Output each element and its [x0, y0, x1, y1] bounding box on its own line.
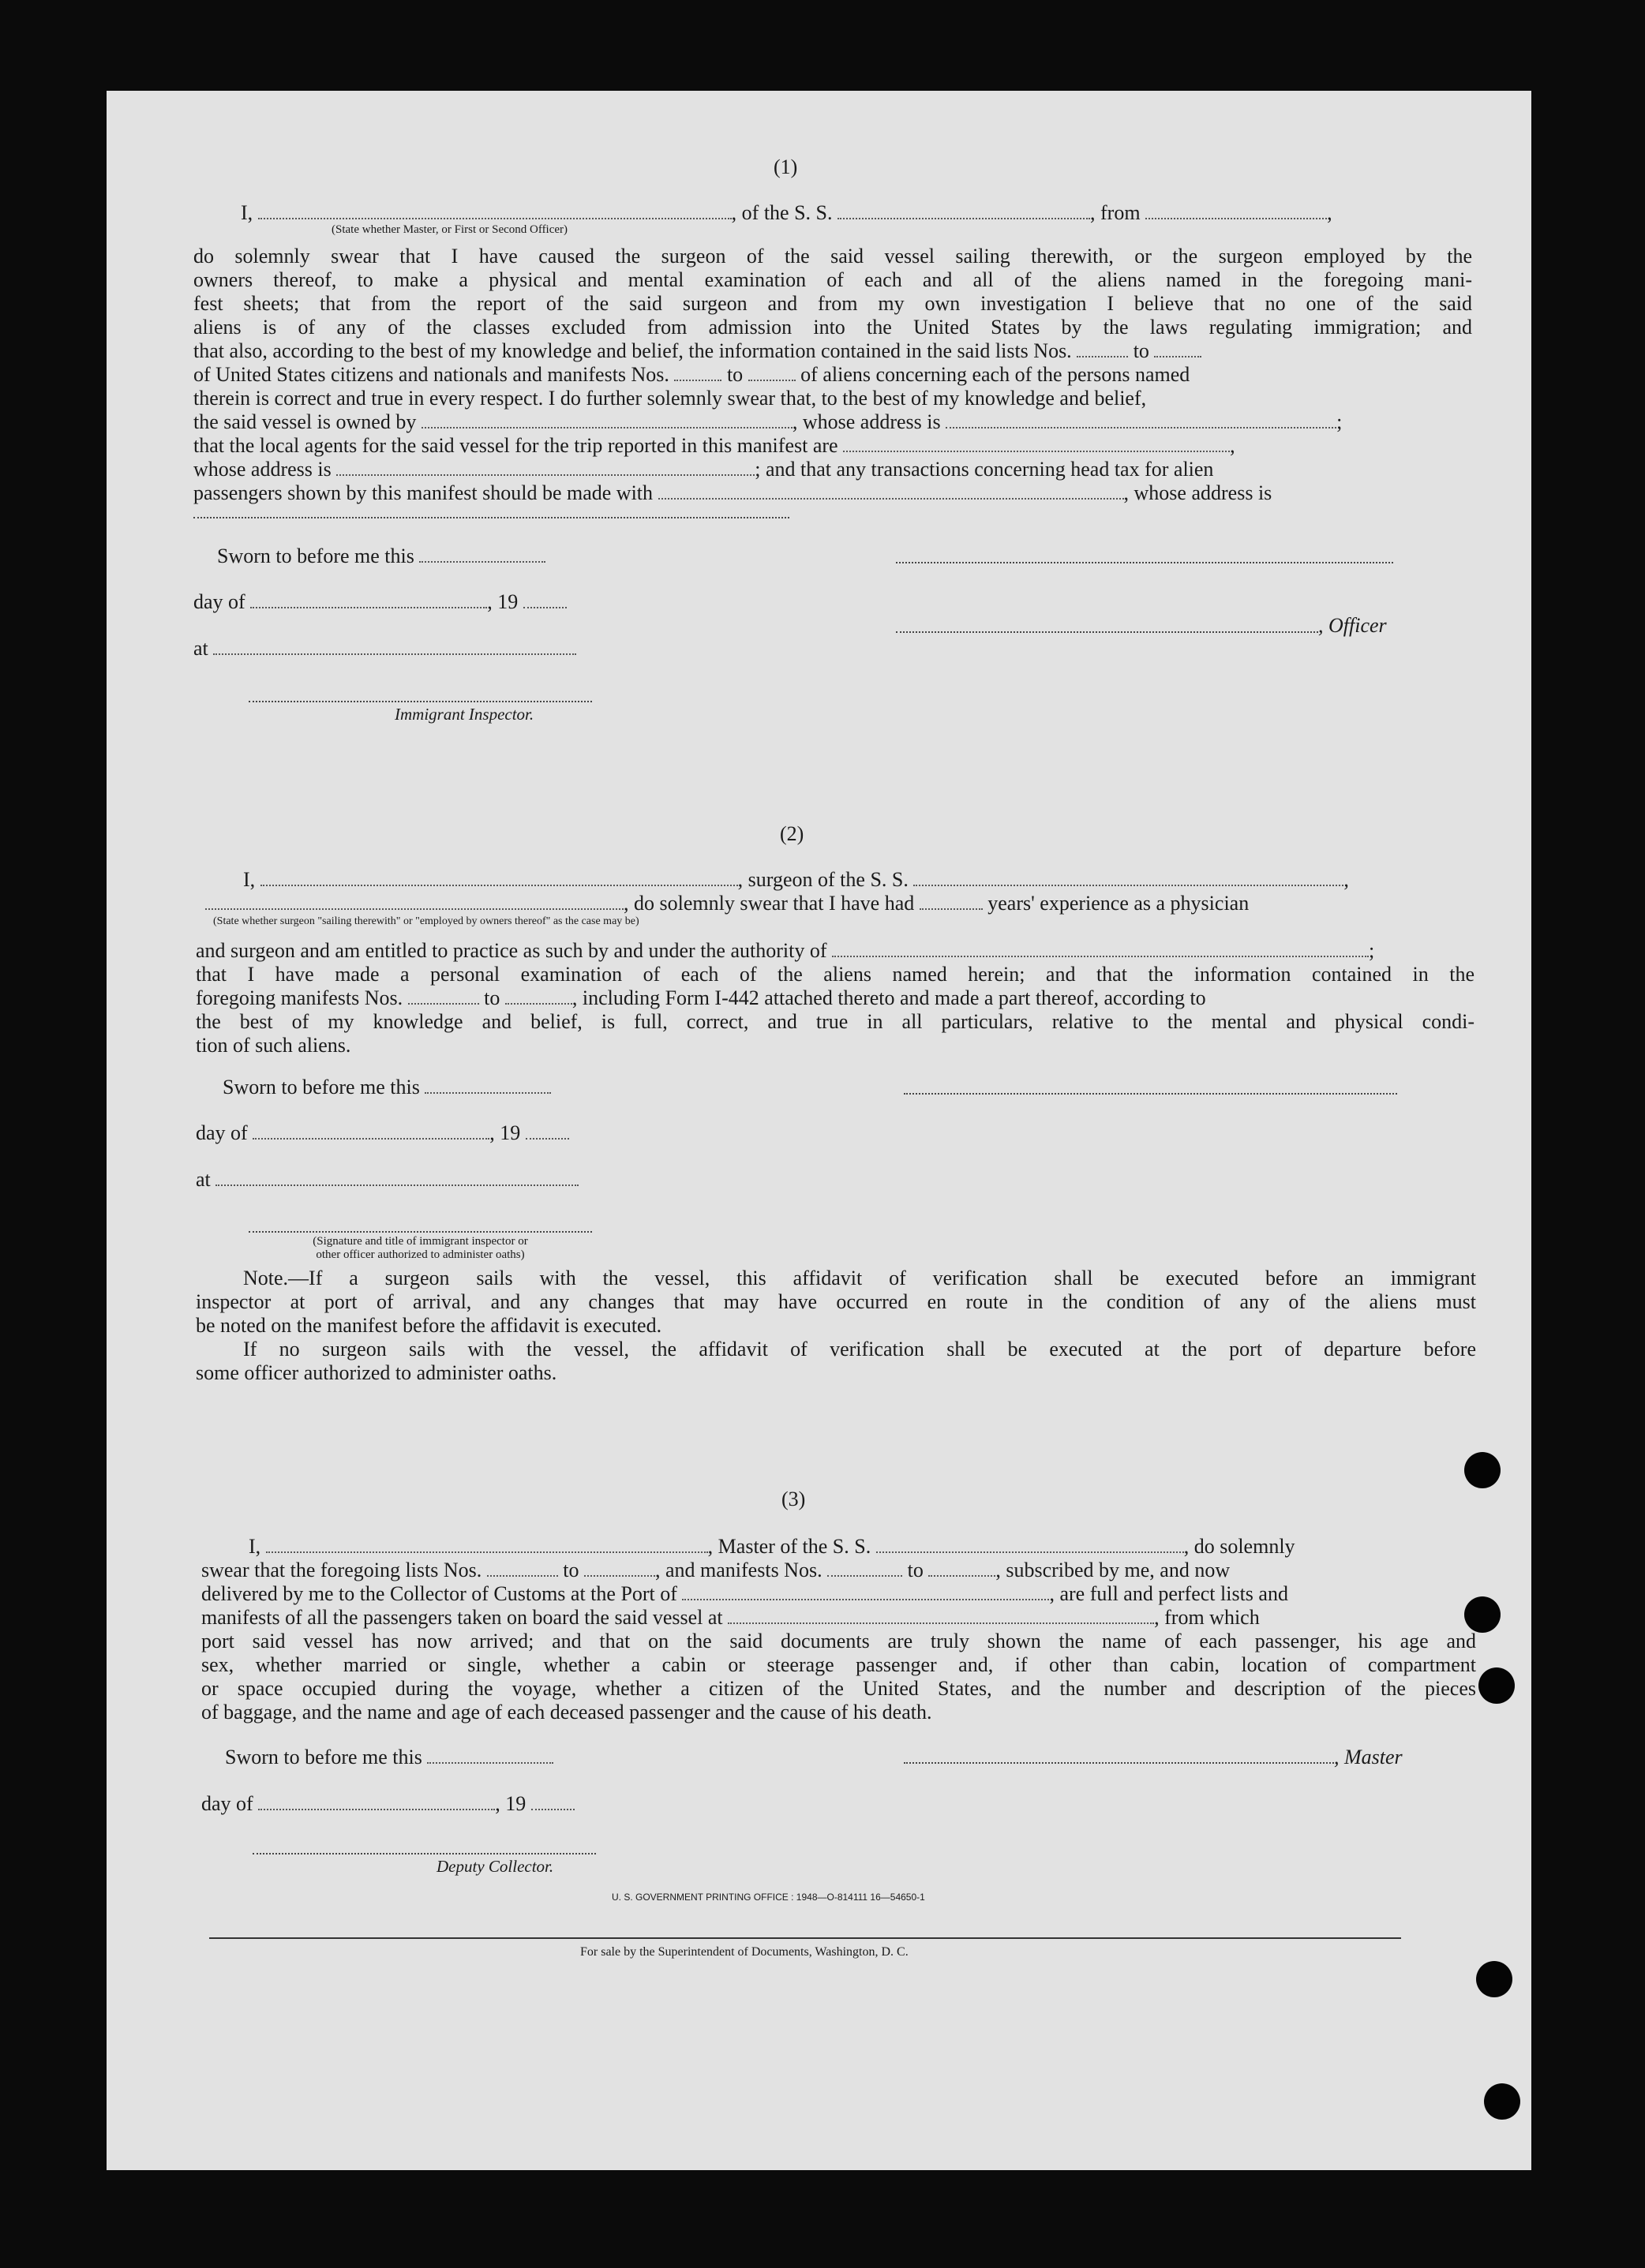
- s2-inspector-signature-line[interactable]: [249, 1231, 592, 1233]
- s2-at-label: at: [196, 1168, 211, 1191]
- s1-l9-text: that the local agents for the said vessel for the trip reported in this manifest are: [193, 434, 838, 457]
- s2-note-line: Note.—If a surgeon sails with the vessel, this affidavit of verification shall be executed before an immigrant: [243, 1267, 1476, 1289]
- s2-manifests-from-field[interactable]: [408, 987, 479, 1005]
- years-experience-field[interactable]: [920, 893, 983, 910]
- s3-l4-end: , from which: [1154, 1606, 1260, 1629]
- s1-l5-text: that also, according to the best of my knowledge and belief, the information contained in the said lists Nos.: [193, 339, 1072, 362]
- punch-hole: [1476, 1961, 1512, 1997]
- head-tax-address-field[interactable]: [193, 517, 789, 518]
- s1-year-field[interactable]: [523, 591, 567, 608]
- s1-day: [193, 590, 567, 614]
- s2-ship-name-field[interactable]: [913, 869, 1343, 886]
- vessel-owner-field[interactable]: [422, 411, 793, 429]
- officer-rank-field[interactable]: [258, 202, 732, 219]
- s2-day-label: day of: [196, 1121, 248, 1144]
- embark-port-field[interactable]: [728, 1607, 1154, 1624]
- ship-name-field[interactable]: [837, 202, 1090, 219]
- s3-l1-end: , do solemnly: [1183, 1535, 1295, 1558]
- s1-l11-end: , whose address is: [1123, 481, 1272, 504]
- s1-l9-end: ,: [1230, 434, 1235, 457]
- s2-l2-text: , do solemnly swear that I have had: [624, 892, 915, 915]
- s1-sworn-date-field[interactable]: [419, 545, 545, 563]
- s2-l5-end: , including Form I-442 attached thereto and made a part thereof, according to: [571, 986, 1206, 1009]
- s1-text-line: aliens is of any of the classes excluded from admission into the United States by the laws regulating immigration; and: [193, 316, 1472, 339]
- s1-l10-end: ; and that any transactions concerning head tax for alien: [755, 458, 1214, 481]
- s3-year-field[interactable]: [531, 1793, 575, 1810]
- manifest-verification-page: [107, 91, 1531, 2170]
- s3-l2-to: to: [563, 1559, 579, 1581]
- s1-line-1: [241, 201, 1332, 225]
- s1-sworn: [217, 545, 545, 568]
- s2-l5-text: foregoing manifests Nos.: [196, 986, 403, 1009]
- s3-line-1: [249, 1535, 1295, 1559]
- s1-place-field[interactable]: [213, 638, 576, 655]
- s2-line-7: tion of such aliens.: [196, 1034, 351, 1057]
- s1-inspector-signature-line[interactable]: [249, 701, 592, 702]
- s1-line-10: [193, 458, 1213, 481]
- s2-text-line: that I have made a personal examination of each of the aliens named herein; and that the information contained in the: [196, 963, 1475, 986]
- s3-master-label: , Master: [1334, 1746, 1403, 1768]
- manifests-from-field[interactable]: [674, 364, 721, 381]
- manifests-to-field[interactable]: [748, 364, 796, 381]
- s3-l2-to-2: to: [907, 1559, 924, 1581]
- s2-manifests-to-field[interactable]: [505, 987, 572, 1005]
- s1-officer-signature-line[interactable]: [896, 562, 1393, 563]
- s1-text-line: do solemnly swear that I have caused the surgeon of the said vessel sailing therewith, or the surgeon employed by the: [193, 245, 1472, 268]
- s1-inspector-label: Immigrant Inspector.: [395, 705, 534, 724]
- s1-i: I,: [241, 201, 253, 224]
- s2-at: [196, 1168, 579, 1192]
- s1-l8-end: ;: [1336, 410, 1343, 433]
- s3-lists-to-field[interactable]: [584, 1559, 655, 1577]
- s3-paragraph: [201, 1630, 1476, 1701]
- s3-l4-text: manifests of all the passengers taken on board the said vessel at: [201, 1606, 723, 1629]
- s3-line-3: [201, 1582, 1288, 1606]
- s2-year-label: , 19: [489, 1121, 521, 1144]
- s1-line-6: [193, 363, 1190, 387]
- s1-line-8: [193, 410, 1342, 434]
- s2-day: [196, 1121, 569, 1145]
- surgeon-status-field[interactable]: [205, 893, 624, 910]
- s2-month-field[interactable]: [253, 1122, 489, 1140]
- s3-sworn-date-field[interactable]: [427, 1746, 553, 1764]
- s1-sworn-label: Sworn to before me this: [217, 545, 414, 567]
- s3-l3-end: , are full and perfect lists and: [1049, 1582, 1288, 1605]
- s3-text-line: port said vessel has now arrived; and that on the said documents are truly shown the name of each passenger, his age and: [201, 1630, 1476, 1652]
- s2-status-note: (State whether surgeon "sailing therewith" or "employed by owners thereof" as the case may be): [213, 915, 639, 927]
- s3-deputy-label: Deputy Collector.: [437, 1857, 554, 1876]
- s2-surgeon-signature-line[interactable]: [904, 1093, 1397, 1095]
- s3-manifests-from-field[interactable]: [827, 1559, 902, 1577]
- s1-l6-end: of aliens concerning each of the persons named: [800, 363, 1190, 386]
- s1-l5-to: to: [1133, 339, 1149, 362]
- s2-line-4-wrap: [196, 963, 1475, 986]
- punch-hole: [1464, 1596, 1501, 1633]
- agents-address-field[interactable]: [336, 458, 755, 476]
- gpo-imprint: U. S. GOVERNMENT PRINTING OFFICE : 1948—O-814111 16—54650-1: [612, 1892, 925, 1903]
- s2-i: I,: [243, 868, 256, 891]
- s3-month-field[interactable]: [258, 1793, 495, 1810]
- s1-line-5: [193, 339, 1201, 363]
- s1-l6-text: of United States citizens and nationals and manifests Nos.: [193, 363, 669, 386]
- s3-year-label: , 19: [495, 1792, 526, 1815]
- s1-from: , from: [1090, 201, 1141, 224]
- s1-officer-label: , Officer: [1318, 614, 1387, 637]
- s3-text-line: or space occupied during the voyage, whether a citizen of the United States, and the number and description of the pieces: [201, 1677, 1476, 1700]
- punch-hole: [1484, 2083, 1520, 2120]
- practice-authority-field[interactable]: [832, 940, 1369, 957]
- punch-hole: [1464, 1452, 1501, 1488]
- s2-line-6-wrap: [196, 1010, 1475, 1034]
- s3-ship-name-field[interactable]: [876, 1536, 1184, 1553]
- lists-from-field[interactable]: [1077, 340, 1128, 357]
- s2-sworn-label: Sworn to before me this: [223, 1076, 420, 1098]
- s2-year-field[interactable]: [526, 1122, 569, 1140]
- section-2-number: (2): [780, 822, 804, 845]
- head-tax-contact-field[interactable]: [658, 482, 1124, 500]
- s1-officer-title-line[interactable]: [896, 631, 1318, 633]
- s1-rank-note: (State whether Master, or First or Second Officer): [332, 223, 568, 236]
- s3-l2-manifests: , and manifests Nos.: [655, 1559, 822, 1581]
- s1-line-9: [193, 434, 1235, 458]
- s1-l10-text: whose address is: [193, 458, 332, 481]
- s2-l5-to: to: [484, 986, 500, 1009]
- s3-sworn: [225, 1746, 553, 1769]
- s2-note-line-3: be noted on the manifest before the affidavit is executed.: [196, 1314, 662, 1337]
- s2-signature-note-2: other officer authorized to administer oaths): [316, 1248, 525, 1261]
- s2-line-1: [243, 868, 1349, 892]
- s1-of-ss: , of the S. S.: [731, 201, 833, 224]
- s2-l2-end: years' experience as a physician: [987, 892, 1250, 915]
- s2-sworn-date-field[interactable]: [425, 1076, 551, 1094]
- s2-note-2-line-2: some officer authorized to administer oaths.: [196, 1361, 557, 1384]
- s2-note: [196, 1267, 1476, 1314]
- s2-signature-note-1: (Signature and title of immigrant inspector or: [313, 1235, 528, 1248]
- section-3-number: (3): [781, 1488, 806, 1510]
- s1-comma: ,: [1327, 201, 1332, 224]
- s1-at: [193, 637, 576, 661]
- s2-text-line: the best of my knowledge and belief, is full, correct, and true in all particulars, relative to the mental and physical condi-: [196, 1010, 1475, 1033]
- section-1-number: (1): [774, 155, 798, 178]
- s2-line-2: [205, 892, 1249, 915]
- s3-l2-end: , subscribed by me, and now: [995, 1559, 1231, 1581]
- s2-surgeon-of-ss: , surgeon of the S. S.: [737, 868, 909, 891]
- s1-text-line: owners thereof, to make a physical and mental examination of each and all of the aliens named in the foregoing mani-: [193, 268, 1472, 291]
- s3-collector-signature-line[interactable]: [253, 1853, 596, 1854]
- s3-day: [201, 1792, 575, 1816]
- s1-l8-text: the said vessel is owned by: [193, 410, 417, 433]
- s2-line-3: [196, 939, 1374, 963]
- s1-line-7: therein is correct and true in every respect. I do further solemnly swear that, to the best of my knowledge and belief,: [193, 387, 1147, 410]
- s2-l3-end: ;: [1369, 939, 1375, 962]
- port-of-field[interactable]: [682, 1583, 1049, 1600]
- s3-l3-text: delivered by me to the Collector of Customs at the Port of: [201, 1582, 677, 1605]
- s2-sworn: [223, 1076, 551, 1099]
- s1-day-label: day of: [193, 590, 245, 613]
- s1-l6-to: to: [726, 363, 744, 386]
- punch-hole: [1478, 1667, 1515, 1704]
- local-agents-field[interactable]: [843, 435, 1230, 452]
- s3-line-2: [201, 1559, 1230, 1582]
- s3-sworn-label: Sworn to before me this: [225, 1746, 422, 1768]
- lists-to-field[interactable]: [1154, 340, 1201, 357]
- s1-l8-address: , whose address is: [792, 410, 941, 433]
- s2-line-5: [196, 986, 1206, 1010]
- s2-l3-text: and surgeon and am entitled to practice as such by and under the authority of: [196, 939, 827, 962]
- s3-manifests-to-field[interactable]: [928, 1559, 995, 1577]
- s3-master-signature-line[interactable]: [904, 1762, 1334, 1764]
- s2-note-2: [196, 1338, 1476, 1361]
- footer-rule: [209, 1937, 1401, 1939]
- s1-line-11: [193, 481, 1272, 505]
- sale-notice: For sale by the Superintendent of Documents, Washington, D. C.: [580, 1945, 909, 1959]
- s2-place-field[interactable]: [215, 1169, 579, 1186]
- s1-at-label: at: [193, 637, 208, 660]
- s1-month-field[interactable]: [250, 591, 487, 608]
- s3-text-line: sex, whether married or single, whether a cabin or steerage passenger and, if other than cabin, location of compartment: [201, 1653, 1476, 1676]
- s1-year-label: , 19: [487, 590, 519, 613]
- master-name-field[interactable]: [266, 1536, 708, 1553]
- s3-l2-text: swear that the foregoing lists Nos.: [201, 1559, 482, 1581]
- s3-lists-from-field[interactable]: [487, 1559, 558, 1577]
- s2-note2-line: If no surgeon sails with the vessel, the affidavit of verification shall be executed at the port of departure before: [243, 1338, 1476, 1360]
- s3-line-last: of baggage, and the name and age of each deceased passenger and the cause of his death.: [201, 1701, 932, 1723]
- s2-l1-end: ,: [1343, 868, 1349, 891]
- s1-l11-text: passengers shown by this manifest should be made with: [193, 481, 654, 504]
- s2-note-line: inspector at port of arrival, and any changes that may have occurred en route in the condition of any of the aliens must: [196, 1290, 1476, 1313]
- owner-address-field[interactable]: [946, 411, 1336, 429]
- s1-text-line: fest sheets; that from the report of the said surgeon and from my own investigation I believe that no one of the said: [193, 292, 1472, 315]
- s3-i: I,: [249, 1535, 261, 1558]
- s3-day-label: day of: [201, 1792, 253, 1815]
- surgeon-name-field[interactable]: [260, 869, 738, 886]
- s3-master-of-ss: , Master of the S. S.: [707, 1535, 871, 1558]
- from-port-field[interactable]: [1145, 202, 1327, 219]
- s3-line-4: [201, 1606, 1260, 1630]
- s1-paragraph: [193, 245, 1472, 339]
